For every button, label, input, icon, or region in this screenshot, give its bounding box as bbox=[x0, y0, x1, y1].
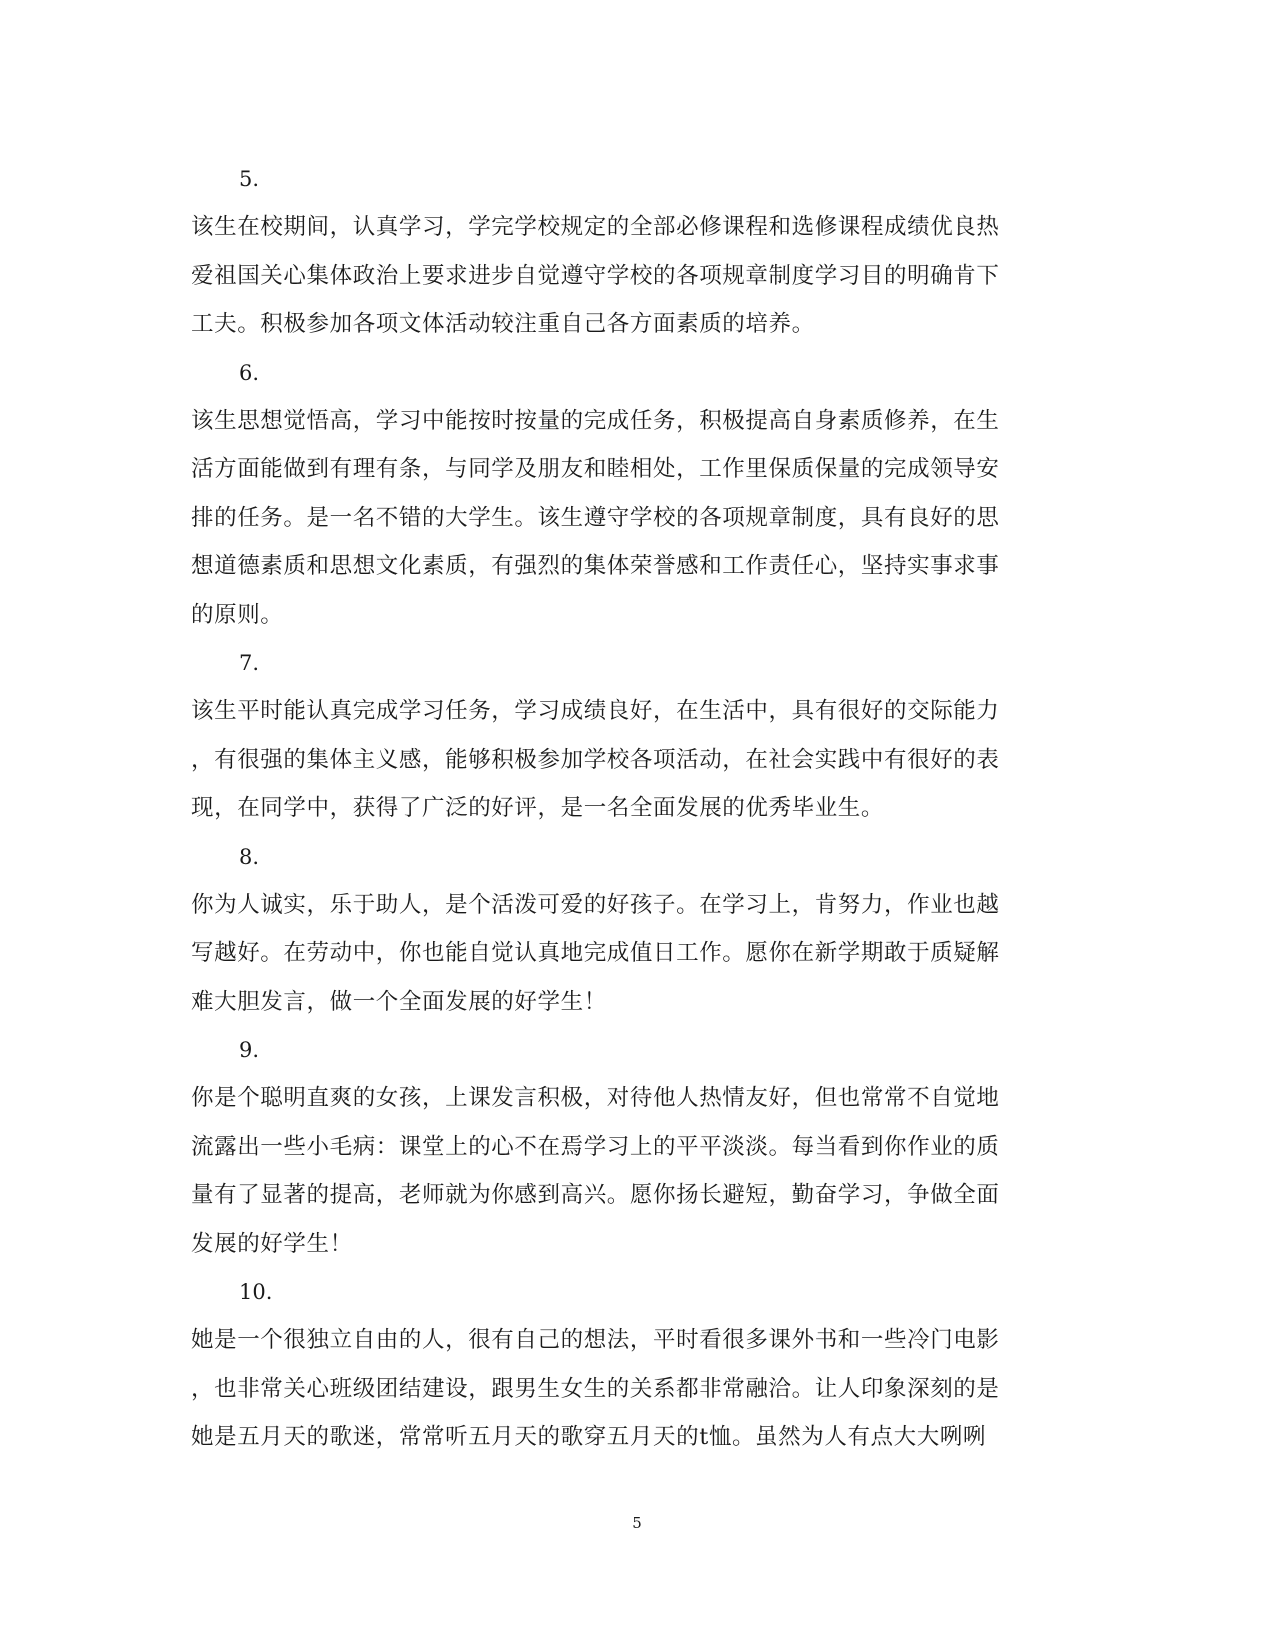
text-line: 排的任务。是一名不错的大学生。该生遵守学校的各项规章制度，具有良好的思 bbox=[191, 504, 1000, 531]
text-line: 发展的好学生！ bbox=[191, 1230, 353, 1257]
paragraph bbox=[191, 1074, 1061, 1268]
text-line: 该生思想觉悟高，学习中能按时按量的完成任务，积极提高自身素质修养，在生 bbox=[191, 407, 1000, 434]
section-number: 10. bbox=[239, 1280, 273, 1304]
paragraph bbox=[191, 1316, 1061, 1462]
text-line: 现，在同学中，获得了广泛的好评，是一名全面发展的优秀毕业生。 bbox=[191, 795, 885, 821]
text-line: 你为人诚实，乐于助人，是个活泼可爱的好孩子。在学习上，肯努力，作业也越 bbox=[191, 891, 1000, 918]
section-10 bbox=[191, 1268, 1061, 1462]
text-line: 该生平时能认真完成学习任务，学习成绩良好，在生活中，具有很好的交际能力 bbox=[191, 698, 1000, 724]
page-number: 5 bbox=[632, 1514, 642, 1532]
paragraph bbox=[191, 881, 1061, 1027]
text-line: 该生在校期间，认真学习，学完学校规定的全部必修课程和选修课程成绩优良热 bbox=[191, 214, 1000, 240]
text-line: 她是一个很独立自由的人，很有自己的想法，平时看很多课外书和一些冷门电影 bbox=[191, 1327, 1000, 1353]
section-number: 7. bbox=[239, 651, 260, 675]
text-line: 量有了显著的提高，老师就为你感到高兴。愿你扬长避短，勤奋学习，争做全面 bbox=[191, 1182, 1000, 1208]
text-line: 活方面能做到有理有条，与同学及朋友和睦相处，工作里保质保量的完成领导安 bbox=[191, 456, 1000, 482]
text-line: 流露出一些小毛病：课堂上的心不在焉学习上的平平淡淡。每当看到你作业的质 bbox=[191, 1133, 1000, 1160]
section-5 bbox=[191, 155, 1061, 349]
text-line: ，有很强的集体主义感，能够积极参加学校各项活动，在社会实践中有很好的表 bbox=[191, 746, 1000, 773]
section-number: 8. bbox=[239, 844, 260, 869]
text-line: 写越好。在劳动中，你也能自觉认真地完成值日工作。愿你在新学期敢于质疑解 bbox=[191, 940, 1000, 966]
section-number: 6. bbox=[239, 360, 260, 385]
paragraph bbox=[191, 397, 1061, 640]
text-line: 她是五月天的歌迷，常常听五月天的歌穿五月天的t恤。虽然为人有点大大咧咧 bbox=[191, 1424, 987, 1450]
section-number: 5. bbox=[239, 167, 260, 191]
section-8 bbox=[191, 833, 1061, 1027]
paragraph bbox=[191, 687, 1061, 833]
text-line: 的原则。 bbox=[191, 601, 284, 628]
section-6 bbox=[191, 349, 1061, 640]
section-9 bbox=[191, 1026, 1061, 1268]
section-7 bbox=[191, 639, 1061, 833]
document-body bbox=[191, 155, 1061, 1462]
text-line: 想道德素质和思想文化素质，有强烈的集体荣誉感和工作责任心，坚持实事求事 bbox=[191, 553, 1000, 579]
text-line: 你是个聪明直爽的女孩，上课发言积极，对待他人热情友好，但也常常不自觉地 bbox=[191, 1085, 1000, 1111]
text-line: 工夫。积极参加各项文体活动较注重自己各方面素质的培养。 bbox=[191, 311, 815, 337]
section-number: 9. bbox=[239, 1038, 260, 1062]
text-line: 难大胆发言，做一个全面发展的好学生！ bbox=[191, 988, 607, 1015]
text-line: ，也非常关心班级团结建设，跟男生女生的关系都非常融洽。让人印象深刻的是 bbox=[191, 1375, 1000, 1402]
text-line: 爱祖国关心集体政治上要求进步自觉遵守学校的各项规章制度学习目的明确肯下 bbox=[191, 262, 1000, 289]
paragraph bbox=[191, 203, 1061, 349]
